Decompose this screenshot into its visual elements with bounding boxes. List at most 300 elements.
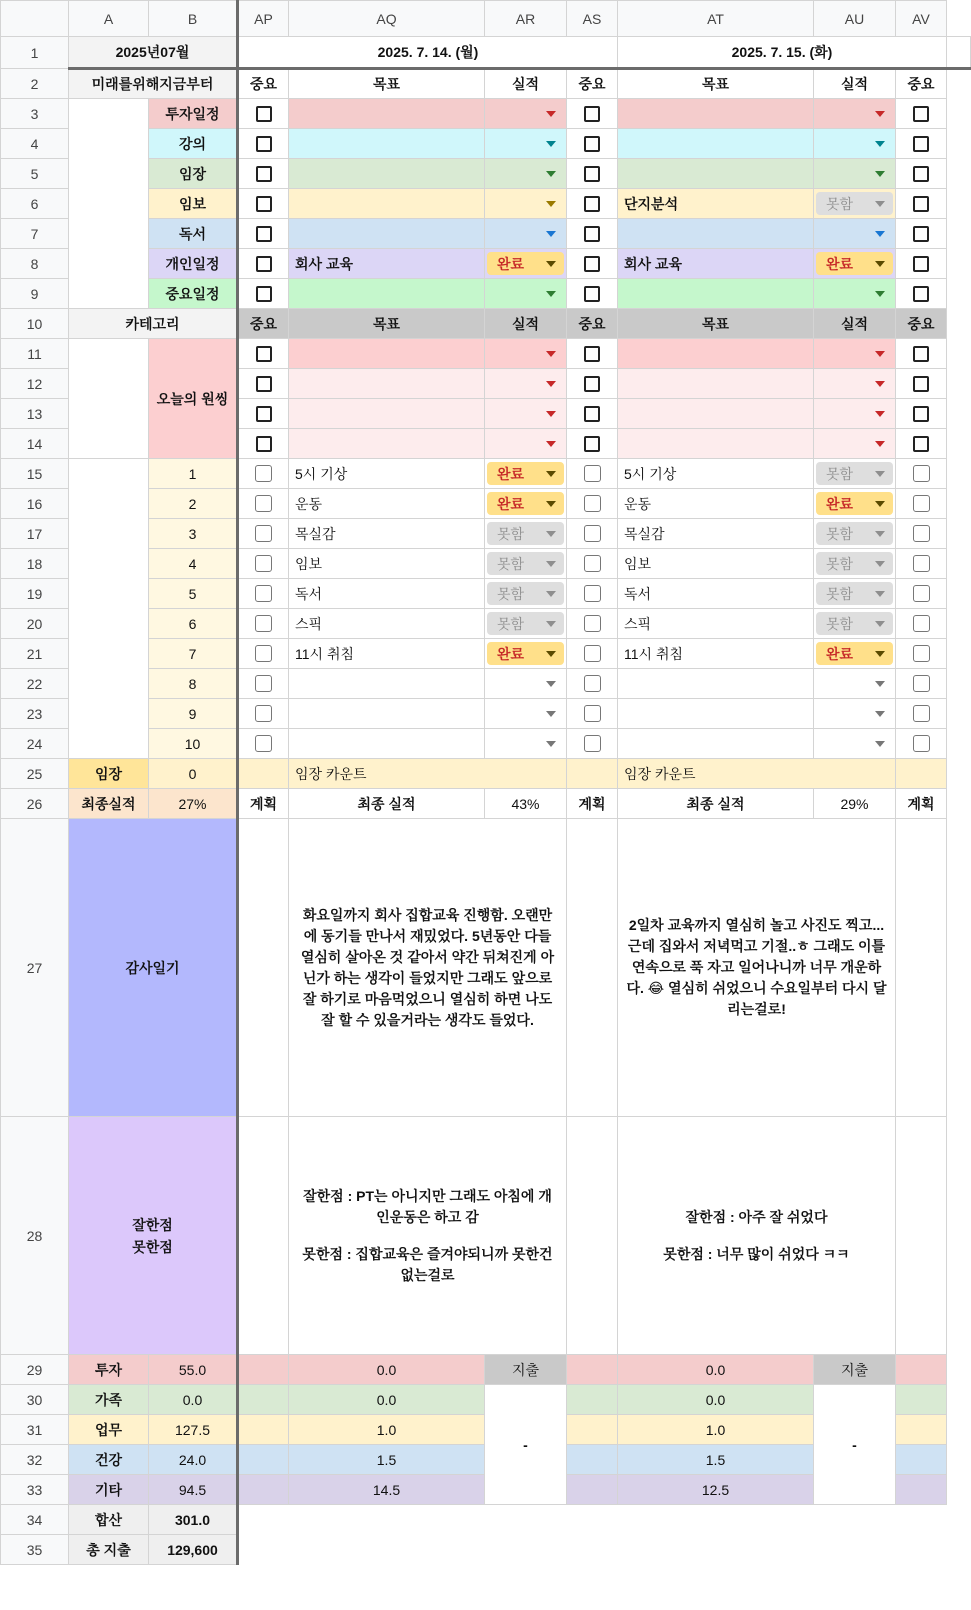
day2-check-cell[interactable] [567, 549, 618, 579]
day2-result[interactable] [814, 159, 896, 189]
chevron-down-icon[interactable] [546, 411, 556, 417]
day1-goal[interactable] [289, 399, 485, 429]
checkbox[interactable] [256, 376, 272, 392]
day2-hours[interactable]: 0.0 [618, 1355, 814, 1385]
av-check-cell[interactable] [896, 519, 947, 549]
av-check-cell[interactable] [896, 609, 947, 639]
row-header[interactable]: 15 [1, 459, 69, 489]
day2-result[interactable] [814, 639, 896, 669]
hour-category[interactable]: 업무 [69, 1415, 149, 1445]
day1-result[interactable] [485, 639, 567, 669]
routine-number[interactable]: 5 [149, 579, 238, 609]
day2-important-cell[interactable] [567, 219, 618, 249]
checkbox[interactable] [256, 406, 272, 422]
status-chip[interactable] [816, 522, 893, 545]
imjang-label[interactable]: 임장 [69, 759, 149, 789]
chevron-down-icon[interactable] [546, 681, 556, 687]
checkbox[interactable] [256, 166, 272, 182]
chevron-down-icon[interactable] [546, 531, 556, 537]
ap-hours[interactable] [238, 1445, 289, 1475]
av-hours[interactable] [896, 1475, 947, 1505]
day1-goal[interactable] [289, 189, 485, 219]
chevron-down-icon[interactable] [875, 291, 885, 297]
row-header[interactable]: 1 [1, 37, 69, 69]
chevron-down-icon[interactable] [875, 531, 885, 537]
hour-total[interactable]: 55.0 [149, 1355, 238, 1385]
checkbox[interactable] [255, 585, 272, 602]
header-result[interactable]: 실적 [814, 69, 896, 99]
day1-routine[interactable] [289, 729, 485, 759]
day1-check-cell[interactable] [238, 579, 289, 609]
row-header[interactable]: 2 [1, 69, 69, 99]
day1-result[interactable] [485, 729, 567, 759]
day2-check-cell[interactable] [567, 699, 618, 729]
day2-important-cell[interactable] [567, 429, 618, 459]
av-important-cell[interactable] [896, 399, 947, 429]
checkbox[interactable] [255, 675, 272, 692]
day2-result[interactable] [814, 669, 896, 699]
chevron-down-icon[interactable] [546, 501, 556, 507]
routine-number[interactable]: 10 [149, 729, 238, 759]
day1-result[interactable] [485, 549, 567, 579]
row-header[interactable]: 13 [1, 399, 69, 429]
checkbox[interactable] [913, 346, 929, 362]
day2-goal[interactable]: 단지분석 [618, 189, 814, 219]
checkbox[interactable] [913, 166, 929, 182]
chevron-down-icon[interactable] [875, 261, 885, 267]
av-check-cell[interactable] [896, 489, 947, 519]
status-chip[interactable] [487, 582, 564, 605]
row-header[interactable]: 30 [1, 1385, 69, 1415]
ap28[interactable] [238, 1117, 289, 1355]
as-hours[interactable] [567, 1445, 618, 1475]
day2-routine[interactable]: 5시 기상 [618, 459, 814, 489]
status-chip[interactable] [816, 192, 893, 215]
header-important[interactable]: 중요 [567, 69, 618, 99]
column-header[interactable]: AR [485, 1, 567, 37]
checkbox[interactable] [256, 436, 272, 452]
status-chip[interactable] [816, 492, 893, 515]
day1-hours[interactable]: 0.0 [289, 1385, 485, 1415]
checkbox[interactable] [913, 106, 929, 122]
day2-important-cell[interactable] [567, 279, 618, 309]
row-header[interactable]: 25 [1, 759, 69, 789]
day1-routine[interactable]: 독서 [289, 579, 485, 609]
day1-check-cell[interactable] [238, 609, 289, 639]
a-empty-3-9[interactable] [69, 99, 149, 309]
day1-hours[interactable]: 0.0 [289, 1355, 485, 1385]
checkbox[interactable] [913, 645, 930, 662]
chevron-down-icon[interactable] [546, 591, 556, 597]
row-header[interactable]: 23 [1, 699, 69, 729]
day1-goal[interactable] [289, 429, 485, 459]
day2-important-cell[interactable] [567, 189, 618, 219]
checkbox[interactable] [913, 465, 930, 482]
day1-imjang-count-label[interactable]: 임장 카운트 [289, 759, 567, 789]
corner-cell[interactable] [1, 1, 69, 37]
total-spend-value[interactable]: 129,600 [149, 1535, 238, 1565]
day1-hours[interactable]: 1.0 [289, 1415, 485, 1445]
checkbox[interactable] [584, 196, 600, 212]
day2-important-cell[interactable] [567, 399, 618, 429]
av-check-cell[interactable] [896, 699, 947, 729]
day2-goal[interactable] [618, 399, 814, 429]
status-chip[interactable] [487, 612, 564, 635]
sum-value[interactable]: 301.0 [149, 1505, 238, 1535]
header-goal[interactable]: 목표 [289, 69, 485, 99]
chevron-down-icon[interactable] [546, 291, 556, 297]
chevron-down-icon[interactable] [546, 471, 556, 477]
chevron-down-icon[interactable] [546, 111, 556, 117]
as27[interactable] [567, 819, 618, 1117]
day2-routine[interactable] [618, 729, 814, 759]
day2-routine[interactable] [618, 669, 814, 699]
day2-routine[interactable] [618, 699, 814, 729]
av-hours[interactable] [896, 1445, 947, 1475]
day2-spend-label[interactable]: 지출 [814, 1355, 896, 1385]
chevron-down-icon[interactable] [875, 411, 885, 417]
day2-hours[interactable]: 1.0 [618, 1415, 814, 1445]
day2-check-cell[interactable] [567, 729, 618, 759]
day1-result[interactable] [485, 159, 567, 189]
day1-result[interactable] [485, 579, 567, 609]
av-important-cell[interactable] [896, 219, 947, 249]
category-label[interactable]: 개인일정 [149, 249, 238, 279]
chevron-down-icon[interactable] [546, 141, 556, 147]
day2-goal[interactable] [618, 99, 814, 129]
day2-important-cell[interactable] [567, 99, 618, 129]
day2-imjang-count-label[interactable]: 임장 카운트 [618, 759, 896, 789]
row-header[interactable]: 22 [1, 669, 69, 699]
day1-routine[interactable] [289, 699, 485, 729]
chevron-down-icon[interactable] [546, 741, 556, 747]
row-header[interactable]: 28 [1, 1117, 69, 1355]
row-header[interactable]: 8 [1, 249, 69, 279]
row-header[interactable]: 35 [1, 1535, 69, 1565]
checkbox[interactable] [913, 226, 929, 242]
day2-diary[interactable]: 2일차 교육까지 열심히 놀고 사진도 찍고... 근데 집와서 저녁먹고 기절..ㅎ 그래도 이틀 연속으로 푹 자고 일어나니까 너무 개운하다. 😂 열심히 쉬었으니 수요일부터 다시 달리는걸로! [618, 819, 896, 1117]
day1-result[interactable] [485, 489, 567, 519]
row-header[interactable]: 27 [1, 819, 69, 1117]
checkbox[interactable] [584, 675, 601, 692]
day1-important-cell[interactable] [238, 399, 289, 429]
av-hours[interactable] [896, 1355, 947, 1385]
chevron-down-icon[interactable] [546, 651, 556, 657]
checkbox[interactable] [913, 735, 930, 752]
checkbox[interactable] [584, 585, 601, 602]
checkbox[interactable] [584, 376, 600, 392]
day2-result[interactable] [814, 579, 896, 609]
day2-spend-value[interactable]: - [814, 1385, 896, 1505]
day2-check-cell[interactable] [567, 669, 618, 699]
status-chip[interactable] [816, 612, 893, 635]
header-result[interactable]: 실적 [485, 309, 567, 339]
av-check-cell[interactable] [896, 639, 947, 669]
plan-label[interactable]: 계획 [896, 789, 947, 819]
av-check-cell[interactable] [896, 729, 947, 759]
day2-routine[interactable]: 목실감 [618, 519, 814, 549]
day2-result[interactable] [814, 489, 896, 519]
day1-result[interactable] [485, 249, 567, 279]
day1-final-label[interactable]: 최종 실적 [289, 789, 485, 819]
day1-check-cell[interactable] [238, 459, 289, 489]
category-label[interactable]: 임장 [149, 159, 238, 189]
ap-hours[interactable] [238, 1385, 289, 1415]
checkbox[interactable] [584, 286, 600, 302]
final-result-label[interactable]: 최종실적 [69, 789, 149, 819]
checkbox[interactable] [584, 436, 600, 452]
checkbox[interactable] [256, 256, 272, 272]
av28[interactable] [896, 1117, 947, 1355]
day2-routine[interactable]: 11시 취침 [618, 639, 814, 669]
day2-check-cell[interactable] [567, 489, 618, 519]
sum-label[interactable]: 합산 [69, 1505, 149, 1535]
day2-check-cell[interactable] [567, 639, 618, 669]
row-header[interactable]: 5 [1, 159, 69, 189]
day2-result[interactable] [814, 99, 896, 129]
day1-result[interactable] [485, 519, 567, 549]
routine-number[interactable]: 4 [149, 549, 238, 579]
routine-number[interactable]: 8 [149, 669, 238, 699]
day2-hours[interactable]: 1.5 [618, 1445, 814, 1475]
av-important-cell[interactable] [896, 159, 947, 189]
row-header[interactable]: 24 [1, 729, 69, 759]
one-thing-label[interactable]: 오늘의 원씽 [149, 339, 238, 459]
routine-number[interactable]: 6 [149, 609, 238, 639]
status-chip[interactable] [487, 492, 564, 515]
chevron-down-icon[interactable] [875, 441, 885, 447]
chevron-down-icon[interactable] [546, 381, 556, 387]
day1-result[interactable] [485, 219, 567, 249]
day2-result[interactable] [814, 549, 896, 579]
checkbox[interactable] [584, 645, 601, 662]
day2-result[interactable] [814, 429, 896, 459]
column-header[interactable]: AU [814, 1, 896, 37]
day1-important-cell[interactable] [238, 99, 289, 129]
plan-label[interactable]: 계획 [238, 789, 289, 819]
day1-date[interactable]: 2025. 7. 14. (월) [238, 37, 618, 69]
day2-result[interactable] [814, 399, 896, 429]
day2-hours[interactable]: 0.0 [618, 1385, 814, 1415]
column-header[interactable]: AS [567, 1, 618, 37]
checkbox[interactable] [255, 645, 272, 662]
day1-result[interactable] [485, 339, 567, 369]
header-important[interactable]: 중요 [896, 309, 947, 339]
row-header[interactable]: 34 [1, 1505, 69, 1535]
day2-result[interactable] [814, 219, 896, 249]
ap-hours[interactable] [238, 1415, 289, 1445]
plan-label[interactable]: 계획 [567, 789, 618, 819]
checkbox[interactable] [913, 705, 930, 722]
day1-routine[interactable]: 11시 취침 [289, 639, 485, 669]
day2-review[interactable] [618, 1117, 896, 1355]
day2-check-cell[interactable] [567, 609, 618, 639]
header-goal[interactable]: 목표 [618, 69, 814, 99]
day1-important-cell[interactable] [238, 429, 289, 459]
checkbox[interactable] [256, 136, 272, 152]
day2-result[interactable] [814, 189, 896, 219]
checkbox[interactable] [913, 376, 929, 392]
day1-result[interactable] [485, 369, 567, 399]
day1-review[interactable] [289, 1117, 567, 1355]
checkbox[interactable] [255, 615, 272, 632]
row-header[interactable]: 20 [1, 609, 69, 639]
chevron-down-icon[interactable] [546, 441, 556, 447]
status-chip[interactable] [816, 582, 893, 605]
month-cell[interactable]: 2025년07월 [69, 37, 238, 69]
day1-routine[interactable]: 목실감 [289, 519, 485, 549]
column-header[interactable]: B [149, 1, 238, 37]
row-header[interactable]: 31 [1, 1415, 69, 1445]
day1-goal[interactable] [289, 129, 485, 159]
chevron-down-icon[interactable] [875, 681, 885, 687]
header-result[interactable]: 실적 [814, 309, 896, 339]
row-header[interactable]: 26 [1, 789, 69, 819]
row-header[interactable]: 14 [1, 429, 69, 459]
status-chip[interactable] [816, 642, 893, 665]
column-header[interactable]: AQ [289, 1, 485, 37]
day1-hours[interactable]: 1.5 [289, 1445, 485, 1475]
checkbox[interactable] [256, 286, 272, 302]
day1-check-cell[interactable] [238, 519, 289, 549]
day2-result[interactable] [814, 729, 896, 759]
status-chip[interactable] [487, 522, 564, 545]
day1-goal[interactable] [289, 159, 485, 189]
hour-total[interactable]: 0.0 [149, 1385, 238, 1415]
day1-check-cell[interactable] [238, 639, 289, 669]
day1-important-cell[interactable] [238, 189, 289, 219]
checkbox[interactable] [256, 106, 272, 122]
column-header[interactable]: A [69, 1, 149, 37]
checkbox[interactable] [913, 256, 929, 272]
chevron-down-icon[interactable] [875, 651, 885, 657]
good-bad-label[interactable] [69, 1117, 238, 1355]
av-important-cell[interactable] [896, 279, 947, 309]
day2-routine[interactable]: 운동 [618, 489, 814, 519]
chevron-down-icon[interactable] [875, 561, 885, 567]
checkbox[interactable] [913, 525, 930, 542]
column-header[interactable]: AP [238, 1, 289, 37]
routine-number[interactable]: 3 [149, 519, 238, 549]
checkbox[interactable] [913, 436, 929, 452]
chevron-down-icon[interactable] [546, 231, 556, 237]
column-header[interactable]: AT [618, 1, 814, 37]
row-header[interactable]: 12 [1, 369, 69, 399]
checkbox[interactable] [913, 406, 929, 422]
row-header[interactable]: 32 [1, 1445, 69, 1475]
as25[interactable] [567, 759, 618, 789]
ap-hours[interactable] [238, 1475, 289, 1505]
status-chip[interactable] [816, 252, 893, 275]
day1-goal[interactable] [289, 99, 485, 129]
av-hours[interactable] [896, 1385, 947, 1415]
row-header[interactable]: 7 [1, 219, 69, 249]
checkbox[interactable] [584, 735, 601, 752]
row-header[interactable]: 18 [1, 549, 69, 579]
day1-goal[interactable] [289, 339, 485, 369]
category-label[interactable]: 독서 [149, 219, 238, 249]
checkbox[interactable] [256, 226, 272, 242]
checkbox[interactable] [255, 525, 272, 542]
checkbox[interactable] [913, 495, 930, 512]
chevron-down-icon[interactable] [546, 351, 556, 357]
chevron-down-icon[interactable] [875, 231, 885, 237]
checkbox[interactable] [584, 346, 600, 362]
ap27[interactable] [238, 819, 289, 1117]
checkbox[interactable] [913, 555, 930, 572]
day2-goal[interactable] [618, 159, 814, 189]
hour-category[interactable]: 가족 [69, 1385, 149, 1415]
av-important-cell[interactable] [896, 189, 947, 219]
day1-spend-label[interactable]: 지출 [485, 1355, 567, 1385]
day1-hours[interactable]: 14.5 [289, 1475, 485, 1505]
day1-result[interactable] [485, 459, 567, 489]
checkbox[interactable] [584, 495, 601, 512]
day1-routine[interactable] [289, 669, 485, 699]
routine-number[interactable]: 7 [149, 639, 238, 669]
row-header[interactable]: 6 [1, 189, 69, 219]
day1-important-cell[interactable] [238, 249, 289, 279]
day1-check-cell[interactable] [238, 489, 289, 519]
checkbox[interactable] [913, 585, 930, 602]
day1-important-cell[interactable] [238, 279, 289, 309]
av-important-cell[interactable] [896, 429, 947, 459]
day2-result[interactable] [814, 249, 896, 279]
day2-goal[interactable] [618, 129, 814, 159]
final-rate[interactable]: 27% [149, 789, 238, 819]
chevron-down-icon[interactable] [875, 171, 885, 177]
row-header[interactable]: 3 [1, 99, 69, 129]
av27[interactable] [896, 819, 947, 1117]
checkbox[interactable] [584, 406, 600, 422]
as-hours[interactable] [567, 1475, 618, 1505]
checkbox[interactable] [255, 705, 272, 722]
day1-result[interactable] [485, 189, 567, 219]
day2-hours[interactable]: 12.5 [618, 1475, 814, 1505]
checkbox[interactable] [913, 675, 930, 692]
day2-goal[interactable] [618, 219, 814, 249]
day2-goal[interactable] [618, 369, 814, 399]
day1-result[interactable] [485, 609, 567, 639]
day1-result[interactable] [485, 669, 567, 699]
chevron-down-icon[interactable] [546, 561, 556, 567]
day2-routine[interactable]: 독서 [618, 579, 814, 609]
av1[interactable] [947, 37, 971, 69]
checkbox[interactable] [913, 196, 929, 212]
av-important-cell[interactable] [896, 339, 947, 369]
ap-hours[interactable] [238, 1355, 289, 1385]
av25[interactable] [896, 759, 947, 789]
a-empty-15-24[interactable] [69, 459, 149, 759]
day1-check-cell[interactable] [238, 549, 289, 579]
day1-result[interactable] [485, 279, 567, 309]
header-important[interactable]: 중요 [896, 69, 947, 99]
day1-routine[interactable]: 스픽 [289, 609, 485, 639]
checkbox[interactable] [913, 286, 929, 302]
status-chip[interactable] [487, 252, 564, 275]
chevron-down-icon[interactable] [546, 711, 556, 717]
av-important-cell[interactable] [896, 369, 947, 399]
chevron-down-icon[interactable] [546, 201, 556, 207]
day1-check-cell[interactable] [238, 729, 289, 759]
day2-result[interactable] [814, 699, 896, 729]
checkbox[interactable] [584, 166, 600, 182]
av-check-cell[interactable] [896, 579, 947, 609]
checkbox[interactable] [255, 495, 272, 512]
gratitude-label[interactable]: 감사일기 [69, 819, 238, 1117]
row-header[interactable]: 29 [1, 1355, 69, 1385]
day2-important-cell[interactable] [567, 369, 618, 399]
